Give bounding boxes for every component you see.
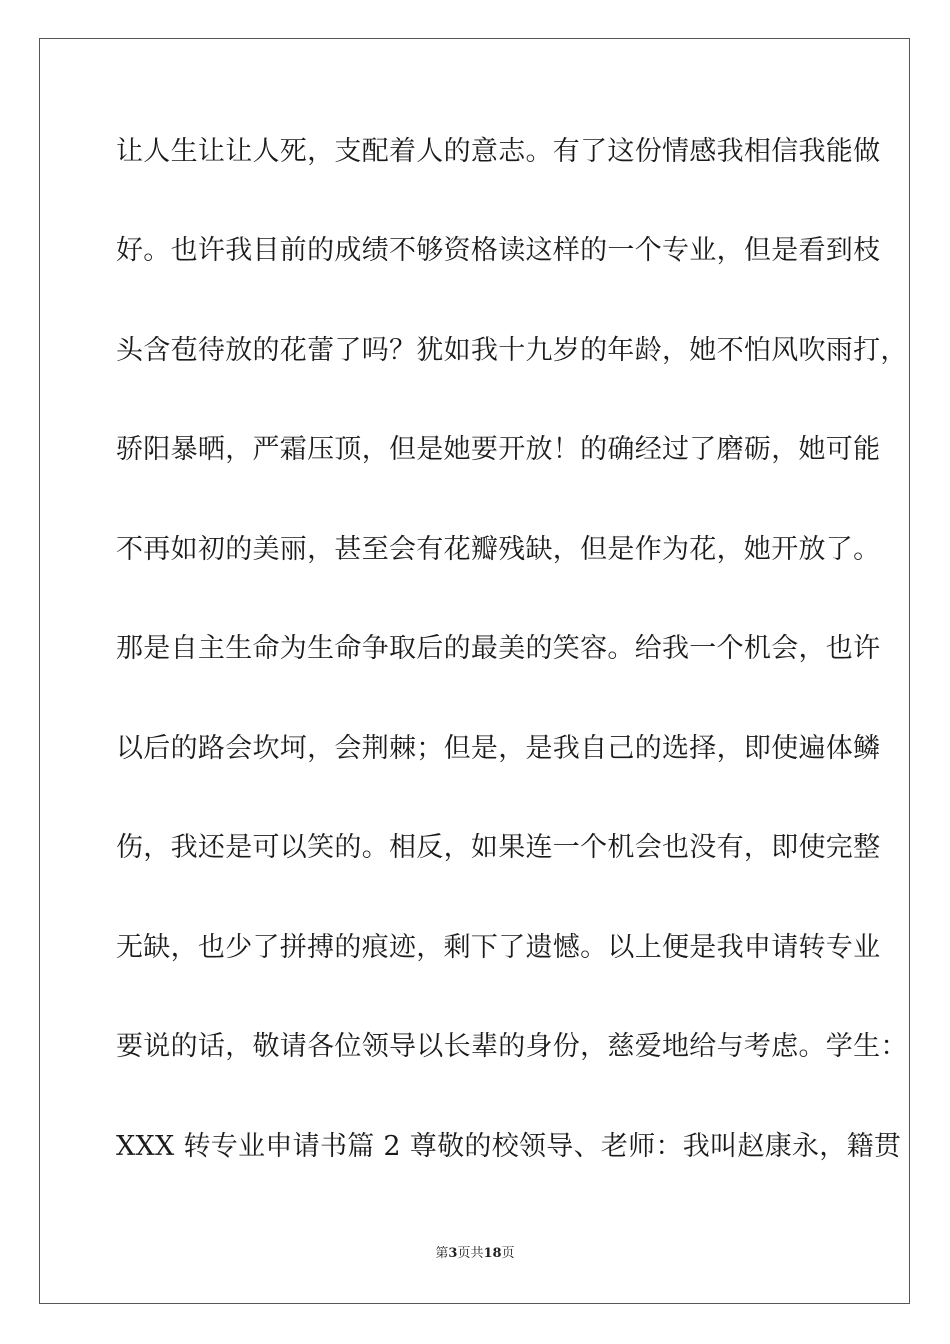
body-text-line: 要说的话，敬请各位领导以长辈的身份，慈爱地给与考虑。学生： (116, 1031, 908, 1062)
footer-middle: 页共 (457, 1246, 484, 1261)
footer-suffix: 页 (501, 1246, 515, 1261)
page-footer (0, 1245, 950, 1263)
body-text-line: 那是自主生命为生命争取后的最美的笑容。给我一个机会，也许 (116, 633, 881, 664)
footer-prefix: 第 (435, 1246, 449, 1261)
body-text-line: 骄阳暴晒，严霜压顶，但是她要开放！的确经过了磨砺，她可能 (116, 434, 881, 465)
body-text-line: 让人生让让人死，支配着人的意志。有了这份情感我相信我能做 (116, 136, 881, 167)
page-border (39, 38, 910, 1304)
body-text-line: XXX 转专业申请书篇 2 尊敬的校领导、老师：我叫赵康永，籍贯 (116, 1131, 902, 1162)
body-text-line: 无缺，也少了拼搏的痕迹，剩下了遗憾。以上便是我申请转专业 (116, 932, 881, 963)
current-page-number: 3 (448, 1246, 458, 1261)
total-page-count: 18 (483, 1246, 502, 1261)
body-text-line: 不再如初的美丽，甚至会有花瓣残缺，但是作为花，她开放了。 (116, 534, 881, 565)
body-text-line: 以后的路会坎坷，会荆棘；但是，是我自己的选择，即使遍体鳞 (116, 733, 881, 764)
body-text-line: 头含苞待放的花蕾了吗？犹如我十九岁的年龄，她不怕风吹雨打， (116, 335, 908, 366)
body-text-line: 好。也许我目前的成绩不够资格读这样的一个专业，但是看到枝 (116, 235, 881, 266)
body-text-line: 伤，我还是可以笑的。相反，如果连一个机会也没有，即使完整 (116, 832, 881, 863)
